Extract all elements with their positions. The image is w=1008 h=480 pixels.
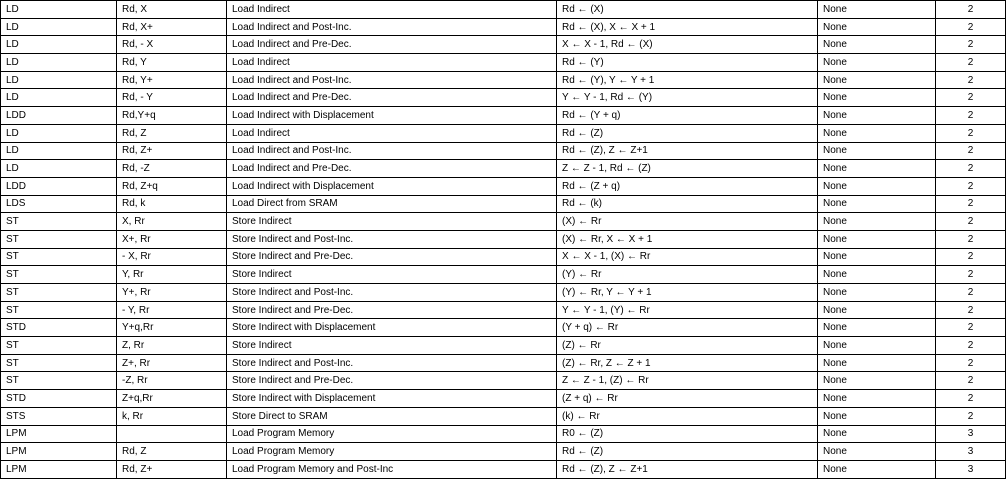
clocks-cell: 3 (936, 443, 1006, 461)
operands-cell: Rd, X+ (117, 18, 227, 36)
mnemonic-cell: LDS (1, 195, 117, 213)
description-cell: Store Indirect and Post-Inc. (227, 284, 557, 302)
flags-cell: None (818, 407, 936, 425)
mnemonic-cell: LD (1, 1, 117, 19)
mnemonic-cell: LPM (1, 425, 117, 443)
flags-cell: None (818, 425, 936, 443)
operands-cell: k, Rr (117, 407, 227, 425)
operation-cell: (Z) ← Rr, Z ← Z + 1 (557, 354, 818, 372)
operands-cell: Z+, Rr (117, 354, 227, 372)
mnemonic-cell: LPM (1, 460, 117, 478)
operands-cell: Z+q,Rr (117, 390, 227, 408)
table-row (1, 301, 1006, 319)
flags-cell: None (818, 107, 936, 125)
description-cell: Load Program Memory and Post-Inc (227, 460, 557, 478)
clocks-cell: 2 (936, 195, 1006, 213)
flags-cell: None (818, 213, 936, 231)
description-cell: Load Indirect (227, 124, 557, 142)
table-row (1, 407, 1006, 425)
operands-cell: X+, Rr (117, 230, 227, 248)
table-row (1, 213, 1006, 231)
table-row (1, 124, 1006, 142)
operands-cell: Rd, k (117, 195, 227, 213)
description-cell: Store Indirect and Pre-Dec. (227, 301, 557, 319)
description-cell: Store Indirect with Displacement (227, 390, 557, 408)
table-row (1, 36, 1006, 54)
table-row (1, 354, 1006, 372)
description-cell: Load Direct from SRAM (227, 195, 557, 213)
flags-cell: None (818, 460, 936, 478)
flags-cell: None (818, 319, 936, 337)
flags-cell: None (818, 142, 936, 160)
operands-cell: Z, Rr (117, 337, 227, 355)
table-row (1, 195, 1006, 213)
table-row (1, 177, 1006, 195)
operands-cell: Rd, Z+ (117, 460, 227, 478)
table-row (1, 54, 1006, 72)
description-cell: Load Indirect and Post-Inc. (227, 142, 557, 160)
description-cell: Load Indirect and Pre-Dec. (227, 36, 557, 54)
clocks-cell: 2 (936, 284, 1006, 302)
clocks-cell: 2 (936, 71, 1006, 89)
description-cell: Store Indirect and Post-Inc. (227, 354, 557, 372)
table-row (1, 460, 1006, 478)
description-cell: Store Indirect and Pre-Dec. (227, 372, 557, 390)
operation-cell: Rd ← (X), X ← X + 1 (557, 18, 818, 36)
mnemonic-cell: LD (1, 142, 117, 160)
flags-cell: None (818, 337, 936, 355)
operands-cell: Rd, Z (117, 124, 227, 142)
description-cell: Load Indirect with Displacement (227, 177, 557, 195)
clocks-cell: 2 (936, 301, 1006, 319)
operation-cell: Z ← Z - 1, (Z) ← Rr (557, 372, 818, 390)
table-row (1, 443, 1006, 461)
table-row (1, 319, 1006, 337)
clocks-cell: 2 (936, 354, 1006, 372)
clocks-cell: 2 (936, 1, 1006, 19)
flags-cell: None (818, 284, 936, 302)
table-row (1, 337, 1006, 355)
description-cell: Load Program Memory (227, 425, 557, 443)
table-row (1, 107, 1006, 125)
flags-cell: None (818, 177, 936, 195)
operation-cell: Z ← Z - 1, Rd ← (Z) (557, 160, 818, 178)
description-cell: Store Indirect (227, 213, 557, 231)
mnemonic-cell: LDD (1, 107, 117, 125)
flags-cell: None (818, 301, 936, 319)
description-cell: Store Indirect (227, 266, 557, 284)
operands-cell: Rd, - X (117, 36, 227, 54)
operation-cell: Rd ← (Z), Z ← Z+1 (557, 460, 818, 478)
operands-cell: Y+q,Rr (117, 319, 227, 337)
clocks-cell: 2 (936, 177, 1006, 195)
description-cell: Store Indirect (227, 337, 557, 355)
table-row (1, 425, 1006, 443)
table-row (1, 1, 1006, 19)
clocks-cell: 2 (936, 107, 1006, 125)
operation-cell: Rd ← (Z), Z ← Z+1 (557, 142, 818, 160)
operation-cell: Rd ← (Y) (557, 54, 818, 72)
description-cell: Load Indirect and Post-Inc. (227, 18, 557, 36)
clocks-cell: 2 (936, 372, 1006, 390)
operation-cell: Rd ← (Z) (557, 443, 818, 461)
mnemonic-cell: LD (1, 71, 117, 89)
flags-cell: None (818, 160, 936, 178)
mnemonic-cell: LD (1, 54, 117, 72)
flags-cell: None (818, 1, 936, 19)
table-row (1, 284, 1006, 302)
operation-cell: (Z) ← Rr (557, 337, 818, 355)
description-cell: Load Indirect with Displacement (227, 107, 557, 125)
flags-cell: None (818, 89, 936, 107)
clocks-cell: 2 (936, 319, 1006, 337)
clocks-cell: 2 (936, 18, 1006, 36)
table-row (1, 89, 1006, 107)
operation-cell: Rd ← (Y + q) (557, 107, 818, 125)
description-cell: Load Indirect (227, 1, 557, 19)
description-cell: Store Indirect and Post-Inc. (227, 230, 557, 248)
operands-cell: Y+, Rr (117, 284, 227, 302)
table-row (1, 160, 1006, 178)
mnemonic-cell: LPM (1, 443, 117, 461)
clocks-cell: 2 (936, 124, 1006, 142)
flags-cell: None (818, 372, 936, 390)
table-row (1, 71, 1006, 89)
operation-cell: (Y + q) ← Rr (557, 319, 818, 337)
operands-cell: - X, Rr (117, 248, 227, 266)
table-row (1, 248, 1006, 266)
table-row (1, 18, 1006, 36)
description-cell: Store Indirect with Displacement (227, 319, 557, 337)
clocks-cell: 2 (936, 160, 1006, 178)
flags-cell: None (818, 354, 936, 372)
mnemonic-cell: LD (1, 124, 117, 142)
operation-cell: Rd ← (Z) (557, 124, 818, 142)
operands-cell: Rd, -Z (117, 160, 227, 178)
mnemonic-cell: STD (1, 390, 117, 408)
operation-cell: (X) ← Rr, X ← X + 1 (557, 230, 818, 248)
clocks-cell: 2 (936, 36, 1006, 54)
operation-cell: Rd ← (X) (557, 1, 818, 19)
mnemonic-cell: ST (1, 372, 117, 390)
operation-cell: (Z + q) ← Rr (557, 390, 818, 408)
operands-cell (117, 425, 227, 443)
clocks-cell: 2 (936, 337, 1006, 355)
mnemonic-cell: ST (1, 213, 117, 231)
description-cell: Load Indirect (227, 54, 557, 72)
mnemonic-cell: ST (1, 230, 117, 248)
flags-cell: None (818, 230, 936, 248)
table-row (1, 142, 1006, 160)
clocks-cell: 2 (936, 54, 1006, 72)
operation-cell: (Y) ← Rr (557, 266, 818, 284)
table-row (1, 266, 1006, 284)
mnemonic-cell: ST (1, 354, 117, 372)
flags-cell: None (818, 124, 936, 142)
operation-cell: (X) ← Rr (557, 213, 818, 231)
flags-cell: None (818, 390, 936, 408)
operands-cell: Rd, Z (117, 443, 227, 461)
flags-cell: None (818, 36, 936, 54)
operands-cell: Rd, Y (117, 54, 227, 72)
clocks-cell: 2 (936, 266, 1006, 284)
clocks-cell: 2 (936, 390, 1006, 408)
mnemonic-cell: LD (1, 36, 117, 54)
mnemonic-cell: ST (1, 248, 117, 266)
description-cell: Load Indirect and Post-Inc. (227, 71, 557, 89)
operation-cell: (k) ← Rr (557, 407, 818, 425)
operands-cell: Rd, Z+q (117, 177, 227, 195)
operands-cell: Rd, Z+ (117, 142, 227, 160)
clocks-cell: 2 (936, 248, 1006, 266)
mnemonic-cell: ST (1, 266, 117, 284)
operands-cell: - Y, Rr (117, 301, 227, 319)
mnemonic-cell: LD (1, 18, 117, 36)
table-row (1, 372, 1006, 390)
flags-cell: None (818, 54, 936, 72)
description-cell: Load Indirect and Pre-Dec. (227, 160, 557, 178)
operation-cell: R0 ← (Z) (557, 425, 818, 443)
description-cell: Store Indirect and Pre-Dec. (227, 248, 557, 266)
operands-cell: Rd, - Y (117, 89, 227, 107)
description-cell: Store Direct to SRAM (227, 407, 557, 425)
clocks-cell: 2 (936, 89, 1006, 107)
operation-cell: Y ← Y - 1, (Y) ← Rr (557, 301, 818, 319)
clocks-cell: 2 (936, 213, 1006, 231)
flags-cell: None (818, 443, 936, 461)
operation-cell: (Y) ← Rr, Y ← Y + 1 (557, 284, 818, 302)
clocks-cell: 2 (936, 142, 1006, 160)
clocks-cell: 2 (936, 407, 1006, 425)
flags-cell: None (818, 248, 936, 266)
flags-cell: None (818, 266, 936, 284)
operands-cell: X, Rr (117, 213, 227, 231)
clocks-cell: 2 (936, 230, 1006, 248)
mnemonic-cell: ST (1, 301, 117, 319)
flags-cell: None (818, 71, 936, 89)
table-row (1, 230, 1006, 248)
table-row (1, 390, 1006, 408)
mnemonic-cell: STS (1, 407, 117, 425)
operation-cell: Rd ← (Z + q) (557, 177, 818, 195)
mnemonic-cell: LD (1, 89, 117, 107)
clocks-cell: 3 (936, 425, 1006, 443)
flags-cell: None (818, 18, 936, 36)
operation-cell: Rd ← (Y), Y ← Y + 1 (557, 71, 818, 89)
operands-cell: Y, Rr (117, 266, 227, 284)
clocks-cell: 3 (936, 460, 1006, 478)
mnemonic-cell: LD (1, 160, 117, 178)
mnemonic-cell: ST (1, 337, 117, 355)
operation-cell: Y ← Y - 1, Rd ← (Y) (557, 89, 818, 107)
operands-cell: Rd,Y+q (117, 107, 227, 125)
flags-cell: None (818, 195, 936, 213)
operands-cell: Rd, X (117, 1, 227, 19)
operands-cell: Rd, Y+ (117, 71, 227, 89)
operands-cell: -Z, Rr (117, 372, 227, 390)
description-cell: Load Program Memory (227, 443, 557, 461)
instruction-table-body (1, 1, 1006, 479)
mnemonic-cell: LDD (1, 177, 117, 195)
operation-cell: Rd ← (k) (557, 195, 818, 213)
mnemonic-cell: ST (1, 284, 117, 302)
operation-cell: X ← X - 1, Rd ← (X) (557, 36, 818, 54)
operation-cell: X ← X - 1, (X) ← Rr (557, 248, 818, 266)
description-cell: Load Indirect and Pre-Dec. (227, 89, 557, 107)
mnemonic-cell: STD (1, 319, 117, 337)
